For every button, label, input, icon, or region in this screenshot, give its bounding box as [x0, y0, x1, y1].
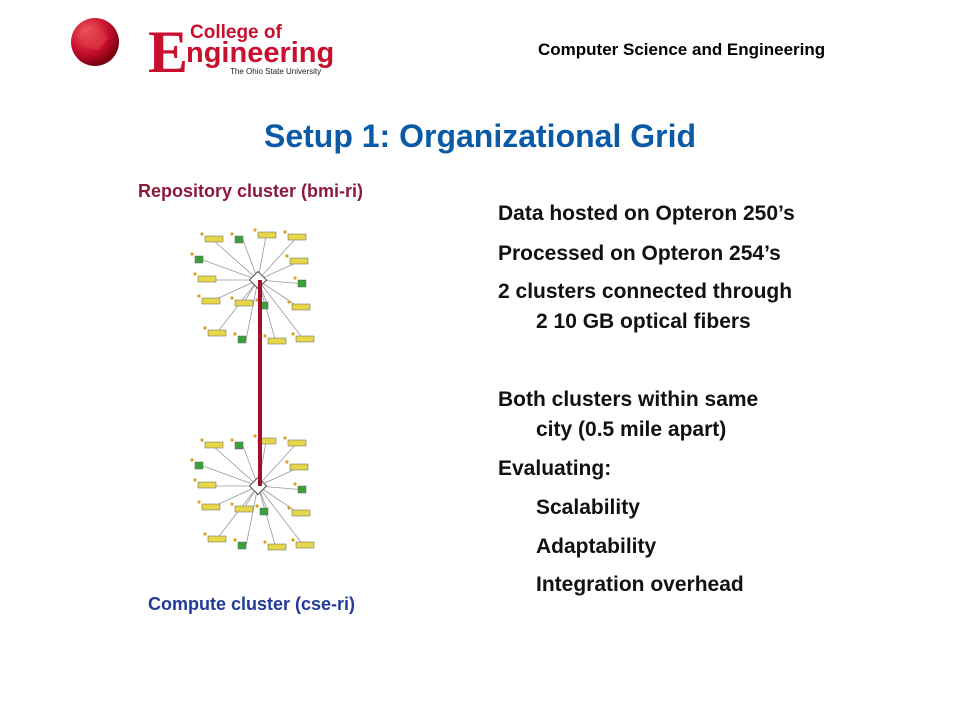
college-of-engineering-logo: [68, 16, 358, 80]
compute-cluster-label: Compute cluster (cse-ri): [148, 594, 356, 614]
node-status-dot: [230, 438, 233, 441]
sub-bullet-integration-overhead: Integration overhead: [536, 573, 744, 596]
node-status-dot: [203, 532, 206, 535]
workstation-icon: [238, 542, 246, 549]
server-node-icon: [268, 338, 286, 344]
node-status-dot: [193, 478, 196, 481]
workstation-icon: [235, 236, 243, 243]
node-status-dot: [253, 434, 256, 437]
node-status-dot: [291, 332, 294, 335]
bullet-processed: Processed on Opteron 254’s: [498, 242, 781, 265]
node-status-dot: [200, 438, 203, 441]
node-status-dot: [287, 300, 290, 303]
node-status-dot: [230, 232, 233, 235]
bullet-same-city: Both clusters within same: [498, 388, 759, 411]
node-status-dot: [293, 482, 296, 485]
compute-cluster-graph: [190, 434, 314, 550]
repository-cluster-label: Repository cluster (bmi-ri): [138, 181, 364, 201]
repository-cluster-graph: [190, 228, 314, 344]
network-link: [213, 240, 258, 280]
logo-subline: The Ohio State University: [230, 67, 322, 76]
network-link: [213, 446, 258, 486]
workstation-icon: [298, 486, 306, 493]
logo-big-letter: E: [148, 19, 189, 80]
node-status-dot: [233, 332, 236, 335]
node-status-dot: [283, 230, 286, 233]
node-status-dot: [197, 294, 200, 297]
sub-bullet-scalability: Scalability: [536, 496, 640, 519]
node-status-dot: [285, 254, 288, 257]
node-status-dot: [190, 458, 193, 461]
node-status-dot: [263, 540, 266, 543]
node-status-dot: [253, 228, 256, 231]
server-node-icon: [198, 482, 216, 488]
server-node-icon: [205, 442, 223, 448]
workstation-icon: [195, 256, 203, 263]
bullet-clusters-connected-cont: 2 10 GB optical fibers: [536, 310, 751, 333]
server-node-icon: [288, 234, 306, 240]
node-status-dot: [293, 276, 296, 279]
server-node-icon: [268, 544, 286, 550]
server-node-icon: [202, 298, 220, 304]
network-link: [258, 486, 276, 548]
server-node-icon: [235, 300, 253, 306]
bullet-data-hosted: Data hosted on Opteron 250’s: [498, 202, 795, 225]
department-name: Computer Science and Engineering: [538, 40, 826, 59]
node-status-dot: [287, 506, 290, 509]
logo-line1: College of: [190, 22, 282, 43]
server-node-icon: [235, 506, 253, 512]
node-status-dot: [255, 504, 258, 507]
server-node-icon: [198, 276, 216, 282]
node-status-dot: [193, 272, 196, 275]
node-status-dot: [291, 538, 294, 541]
server-node-icon: [208, 330, 226, 336]
node-status-dot: [200, 232, 203, 235]
server-node-icon: [288, 440, 306, 446]
bullet-clusters-connected: 2 clusters connected through: [498, 280, 793, 303]
node-status-dot: [203, 326, 206, 329]
network-link: [216, 280, 258, 334]
server-node-icon: [290, 464, 308, 470]
node-status-dot: [285, 460, 288, 463]
sub-bullet-adaptability: Adaptability: [536, 535, 657, 558]
workstation-icon: [195, 462, 203, 469]
node-status-dot: [197, 500, 200, 503]
bullet-evaluating: Evaluating:: [498, 457, 612, 480]
workstation-icon: [260, 508, 268, 515]
node-status-dot: [230, 296, 233, 299]
workstation-icon: [298, 280, 306, 287]
logo-word: ngineering: [186, 37, 335, 69]
server-node-icon: [290, 258, 308, 264]
cluster-network-diagram: [180, 218, 340, 584]
workstation-icon: [235, 442, 243, 449]
node-status-dot: [263, 334, 266, 337]
server-node-icon: [208, 536, 226, 542]
node-status-dot: [233, 538, 236, 541]
node-status-dot: [283, 436, 286, 439]
node-status-dot: [230, 502, 233, 505]
server-node-icon: [296, 336, 314, 342]
server-node-icon: [292, 510, 310, 516]
server-node-icon: [202, 504, 220, 510]
node-status-dot: [190, 252, 193, 255]
bullet-same-city-cont: city (0.5 mile apart): [536, 418, 727, 441]
network-link: [216, 486, 258, 540]
slide-title: Setup 1: Organizational Grid: [263, 118, 697, 154]
workstation-icon: [238, 336, 246, 343]
server-node-icon: [296, 542, 314, 548]
server-node-icon: [258, 232, 276, 238]
server-node-icon: [205, 236, 223, 242]
server-node-icon: [292, 304, 310, 310]
